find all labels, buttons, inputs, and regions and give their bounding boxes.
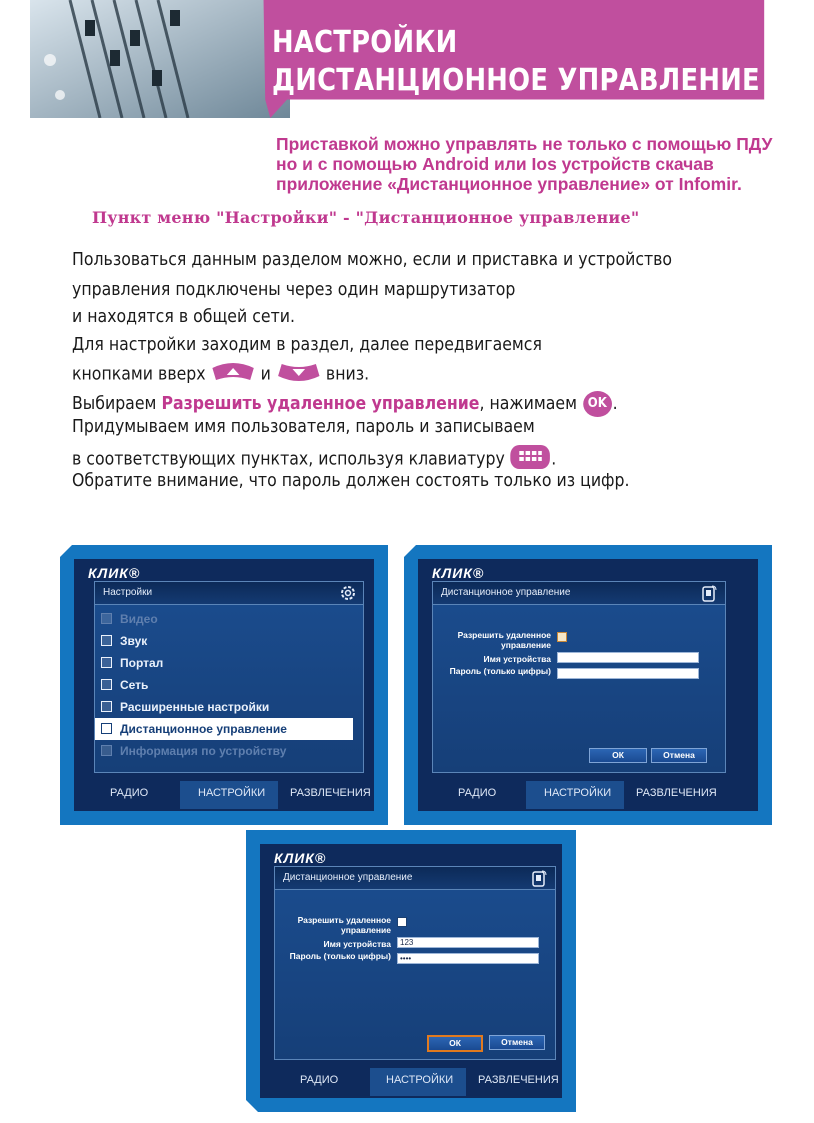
tab-entertainment[interactable]: РАЗВЛЕЧЕНИЯ — [636, 787, 717, 799]
device-name-input[interactable]: 123 — [397, 937, 539, 948]
menu-item-label: Портал — [120, 656, 164, 670]
bottom-tabs — [418, 781, 758, 809]
body-text: в соответствующих пунктах, используя клавиатуру — [72, 449, 505, 470]
dialog-title: Настройки — [95, 582, 363, 605]
menu-item-portal[interactable] — [95, 652, 363, 674]
body-line: Придумываем имя пользователя, пароль и записываем — [72, 417, 535, 437]
advanced-icon — [101, 701, 112, 712]
password-label: Пароль (только цифры) — [289, 951, 391, 961]
tv-screen — [74, 559, 374, 811]
device-name-input[interactable] — [557, 652, 699, 663]
body-text: . — [612, 394, 618, 414]
tv-screen — [260, 844, 562, 1098]
arrow-down-key-icon — [276, 362, 321, 387]
allow-remote-label: Разрешить удаленное управление — [297, 915, 391, 935]
dialog-title: Дистанционное управление — [275, 867, 555, 890]
allow-remote-checkbox[interactable] — [397, 917, 407, 927]
body-line: Обратите внимание, что пароль должен состоять только из цифр. — [72, 471, 630, 491]
tab-settings[interactable]: НАСТРОЙКИ — [544, 787, 612, 799]
menu-item-label: Звук — [120, 634, 148, 648]
brand-logo: КЛИК® — [88, 565, 141, 581]
ok-button[interactable]: ОК — [427, 1035, 483, 1052]
intro-text: Приставкой можно управлять не только с помощью ПДУ но и с помощью Android или Ios устройств скачав приложение «Дистанционное управление» от Infomir. — [276, 134, 773, 194]
screenshot-remote-empty-frame — [404, 545, 772, 825]
ok-key-icon — [582, 390, 613, 418]
brand-logo: КЛИК® — [432, 565, 485, 581]
menu-item-network[interactable] — [95, 674, 363, 696]
body-line: управления подключены через один маршрутизатор — [72, 280, 516, 300]
screenshot-settings-frame — [60, 545, 388, 825]
allow-remote-checkbox[interactable] — [557, 632, 567, 642]
password-input[interactable] — [557, 668, 699, 679]
brand-logo: КЛИК® — [274, 850, 327, 866]
body-text: кнопками вверх — [72, 364, 206, 385]
tab-settings[interactable]: НАСТРОЙКИ — [386, 1074, 454, 1086]
password-input[interactable]: •••• — [397, 953, 539, 964]
section-title: Пункт меню "Настройки" - "Дистанционное управление" — [92, 208, 640, 227]
body-line-arrows — [72, 362, 369, 387]
body-line: и находятся в общей сети. — [72, 307, 296, 327]
dialog-title: Дистанционное управление — [433, 582, 725, 605]
menu-item-label: Видео — [120, 612, 158, 626]
screenshot-remote-filled-frame — [246, 830, 576, 1112]
body-line-ok — [72, 390, 618, 418]
info-icon — [101, 745, 112, 756]
body-line: Для настройки заходим в раздел, далее передвигаемся — [72, 335, 542, 355]
gear-icon — [339, 584, 357, 607]
cancel-button[interactable]: Отмена — [489, 1035, 545, 1050]
tab-entertainment[interactable]: РАЗВЛЕЧЕНИЯ — [478, 1074, 559, 1086]
menu-item-label: Информация по устройству — [120, 744, 287, 758]
allow-remote-label: Разрешить удаленное управление — [457, 630, 551, 650]
body-text: и — [260, 364, 271, 385]
body-line: Пользоваться данным разделом можно, если и приставка и устройство — [72, 250, 673, 270]
ok-button[interactable]: ОК — [589, 748, 647, 763]
video-icon — [101, 613, 112, 624]
remote-device-icon — [531, 870, 547, 893]
remote-dialog — [432, 581, 726, 773]
arrow-up-key-icon — [211, 362, 256, 387]
body-text: . — [551, 449, 557, 470]
body-text: , нажимаем — [479, 394, 577, 414]
device-name-label: Имя устройства — [483, 654, 551, 664]
remote-device-icon — [701, 585, 717, 608]
remote-icon — [101, 723, 112, 734]
tab-entertainment[interactable]: РАЗВЛЕЧЕНИЯ — [290, 787, 371, 799]
tab-radio[interactable]: РАДИО — [300, 1074, 339, 1086]
menu-item-label: Дистанционное управление — [120, 722, 287, 736]
network-icon — [101, 679, 112, 690]
body-text: вниз. — [325, 364, 370, 385]
cancel-button[interactable]: Отмена — [651, 748, 707, 763]
menu-item-label: Сеть — [120, 678, 149, 692]
menu-item-remote-control[interactable] — [95, 718, 353, 740]
settings-menu — [95, 608, 363, 762]
menu-item-device-info[interactable] — [95, 740, 363, 762]
settings-dialog — [94, 581, 364, 773]
bottom-tabs — [260, 1068, 562, 1096]
tv-screen — [418, 559, 758, 811]
bottom-tabs — [74, 781, 374, 809]
tab-settings[interactable]: НАСТРОЙКИ — [198, 787, 266, 799]
body-text: Выбираем — [72, 394, 157, 414]
menu-item-sound[interactable] — [95, 630, 363, 652]
menu-item-advanced[interactable] — [95, 696, 363, 718]
highlight-option: Разрешить удаленное управление — [161, 394, 480, 414]
portal-icon — [101, 657, 112, 668]
tab-radio[interactable]: РАДИО — [458, 787, 497, 799]
menu-item-label: Расширенные настройки — [120, 700, 270, 714]
menu-item-video[interactable] — [95, 608, 363, 630]
tab-radio[interactable]: РАДИО — [110, 787, 149, 799]
password-label: Пароль (только цифры) — [449, 666, 551, 676]
sound-icon — [101, 635, 112, 646]
remote-dialog — [274, 866, 556, 1060]
page-title: НАСТРОЙКИ ДИСТАНЦИОННОЕ УПРАВЛЕНИЕ — [272, 25, 760, 98]
ok-key-label: OK — [587, 396, 607, 411]
device-name-label: Имя устройства — [323, 939, 391, 949]
